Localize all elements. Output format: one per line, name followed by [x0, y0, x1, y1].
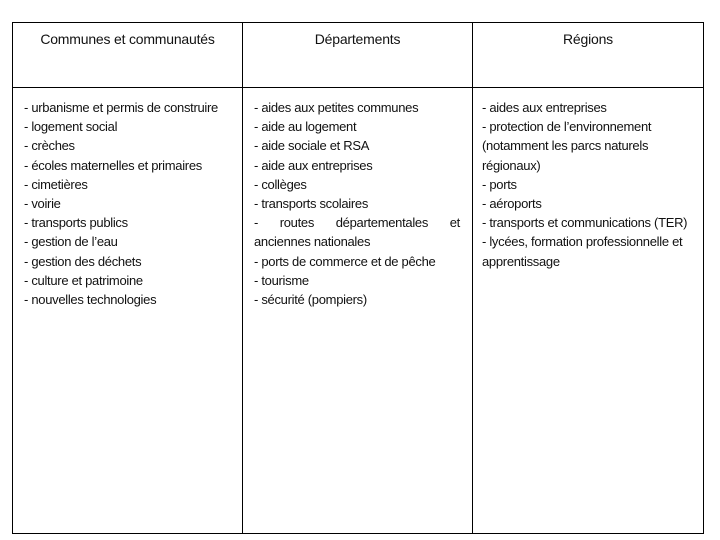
- list-item: - logement social: [24, 119, 118, 135]
- list-item: - ports de commerce et de pêche: [254, 253, 436, 269]
- list-item: - gestion de l’eau: [24, 234, 118, 250]
- list-item: - voirie: [24, 196, 61, 212]
- list-item: - gestion des déchets: [24, 253, 142, 269]
- list-item: - nouvelles technologies: [24, 292, 157, 308]
- list-item: - crèches: [24, 138, 75, 154]
- regions-list: [482, 98, 704, 271]
- communes-list: [24, 98, 229, 309]
- list-item: - cimetières: [24, 176, 88, 192]
- header-departements: Départements: [314, 31, 401, 47]
- header-regions: Régions: [563, 31, 613, 47]
- list-item: - tourisme: [254, 272, 309, 288]
- list-item: - écoles maternelles et primaires: [24, 157, 202, 173]
- list-item: - protection de l’environnement (notamment les parcs naturels régionaux): [482, 119, 655, 173]
- list-item: - transports scolaires: [254, 196, 369, 212]
- list-item: - culture et patrimoine: [24, 272, 143, 288]
- list-item: - aide au logement: [254, 119, 357, 135]
- list-item: - transports publics: [24, 215, 128, 231]
- competences-table: [12, 22, 704, 534]
- list-item: - transports et communications (TER): [482, 215, 688, 231]
- list-item: - aide sociale et RSA: [254, 138, 370, 154]
- header-communes: Communes et communautés: [40, 31, 215, 47]
- list-item: - routes départementales et anciennes nationales: [254, 215, 464, 250]
- column-divider: [242, 23, 243, 533]
- list-item: - sécurité (pompiers): [254, 292, 367, 308]
- list-item: - collèges: [254, 176, 307, 192]
- list-item: - aide aux entreprises: [254, 157, 373, 173]
- list-item: - ports: [482, 176, 517, 192]
- list-item: - aides aux entreprises: [482, 100, 607, 115]
- column-divider: [472, 23, 473, 533]
- list-item: - urbanisme et permis de construire: [24, 100, 218, 115]
- list-item: - lycées, formation professionnelle et apprentissage: [482, 234, 686, 269]
- list-item: - aéroports: [482, 196, 542, 212]
- departements-list: [254, 98, 464, 309]
- list-item: - aides aux petites communes: [254, 100, 419, 115]
- header-divider: [13, 87, 703, 88]
